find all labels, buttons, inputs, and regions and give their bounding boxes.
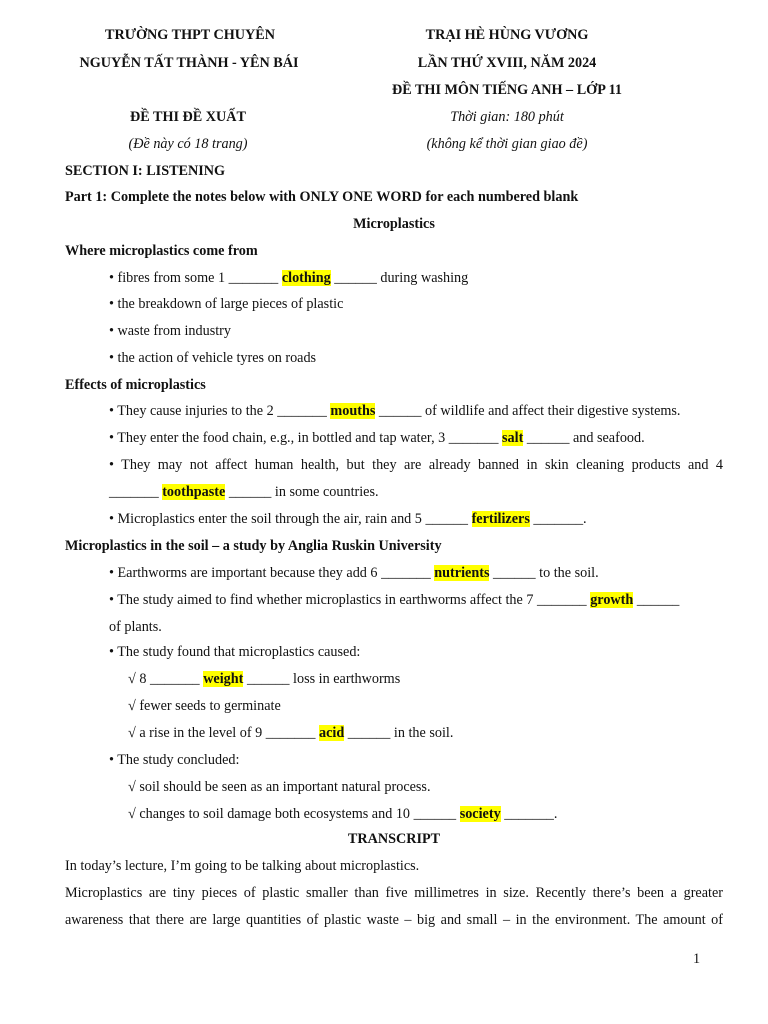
part1-instruction: Part 1: Complete the notes below with ONLY ONE WORD for each numbered blank — [65, 189, 579, 205]
check-item: √ fewer seeds to germinate — [128, 698, 281, 714]
list-item — [109, 403, 680, 420]
list-item — [109, 270, 468, 287]
bullet-text: ______ in some countries. — [225, 484, 379, 500]
bullet-text: ______ of wildlife and affect their digestive systems. — [375, 403, 681, 419]
bullet-text: _______ — [109, 484, 163, 500]
answer-5: fertilizers — [471, 511, 530, 527]
answer-9: acid — [319, 725, 345, 741]
answer-10: society — [459, 806, 501, 822]
list-item: • waste from industry — [109, 323, 231, 339]
list-item-continuation — [109, 484, 379, 501]
bullet-text: ______ during washing — [330, 270, 469, 286]
list-item: • The study concluded: — [109, 752, 240, 768]
check-item: √ soil should be seen as an important natural process. — [128, 779, 431, 795]
check-item — [128, 806, 557, 823]
list-item: • the action of vehicle tyres on roads — [109, 350, 317, 366]
check-text: √ 8 _______ — [128, 671, 204, 687]
list-item: • The study found that microplastics caused: — [109, 644, 361, 660]
check-text: _______. — [500, 806, 558, 822]
list-item: • They may not affect human health, but they are already banned in skin cleaning products and 4 — [109, 457, 723, 473]
answer-4: toothpaste — [162, 484, 226, 500]
transcript-paragraph-continuation: awareness that there are large quantities of plastic waste – big and small – in the environment. The amount of — [65, 912, 723, 928]
check-text: ______ loss in earthworms — [243, 671, 401, 687]
check-text: √ changes to soil damage both ecosystems and 10 ______ — [128, 806, 460, 822]
transcript-paragraph: Microplastics are tiny pieces of plastic smaller than five millimetres in size. Recently there’s been a greater — [65, 885, 723, 901]
proposed-exam-label: ĐỀ THI ĐỀ XUẤT — [129, 109, 247, 125]
bullet-text: ______ to the soil. — [489, 565, 599, 581]
bullet-text: • The study aimed to find whether microplastics in earthworms affect the 7 _______ — [109, 592, 591, 608]
section-title: SECTION I: LISTENING — [65, 163, 226, 179]
bullet-text: • fibres from some 1 _______ — [109, 270, 282, 286]
sources-heading: Where microplastics come from — [65, 243, 258, 259]
transcript-heading: TRANSCRIPT — [347, 831, 441, 847]
list-item — [109, 592, 679, 609]
check-text: ______ in the soil. — [344, 725, 454, 741]
page-count-note: (Đề này có 18 trang) — [128, 136, 248, 152]
camp-name-line1: TRẠI HÈ HÙNG VƯƠNG — [425, 27, 589, 43]
effects-heading: Effects of microplastics — [65, 377, 206, 393]
page-number: 1 — [693, 951, 701, 967]
notes-title: Microplastics — [353, 216, 435, 232]
study-heading: Microplastics in the soil – a study by Anglia Ruskin University — [65, 538, 442, 554]
bullet-text: • They cause injuries to the 2 _______ — [109, 403, 331, 419]
answer-2: mouths — [330, 403, 376, 419]
list-item — [109, 430, 645, 447]
bullet-text: ______ and seafood. — [523, 430, 645, 446]
camp-name-line2: LẦN THỨ XVIII, NĂM 2024 — [417, 55, 597, 71]
check-text: √ a rise in the level of 9 _______ — [128, 725, 319, 741]
answer-6: nutrients — [434, 565, 490, 581]
list-item — [109, 511, 587, 528]
answer-8: weight — [203, 671, 244, 687]
time-note: (không kể thời gian giao đề) — [426, 136, 588, 152]
bullet-text: ______ — [633, 592, 680, 608]
bullet-text: • Microplastics enter the soil through the air, rain and 5 ______ — [109, 511, 472, 527]
bullet-text: _______. — [529, 511, 587, 527]
school-name-line2: NGUYỄN TẤT THÀNH - YÊN BÁI — [79, 55, 299, 71]
transcript-paragraph: In today’s lecture, I’m going to be talking about microplastics. — [65, 858, 420, 874]
bullet-text: • They enter the food chain, e.g., in bottled and tap water, 3 _______ — [109, 430, 503, 446]
answer-7: growth — [590, 592, 634, 608]
answer-1: clothing — [281, 270, 331, 286]
list-item-continuation: of plants. — [109, 619, 162, 635]
list-item: • the breakdown of large pieces of plastic — [109, 296, 344, 312]
exam-title: ĐỀ THI MÔN TIẾNG ANH – LỚP 11 — [391, 82, 623, 98]
check-item — [128, 671, 400, 688]
list-item — [109, 565, 599, 582]
check-item — [128, 725, 453, 742]
answer-3: salt — [502, 430, 524, 446]
bullet-text: • Earthworms are important because they add 6 _______ — [109, 565, 435, 581]
school-name-line1: TRƯỜNG THPT CHUYÊN — [104, 27, 276, 43]
exam-time: Thời gian: 180 phút — [450, 109, 564, 125]
